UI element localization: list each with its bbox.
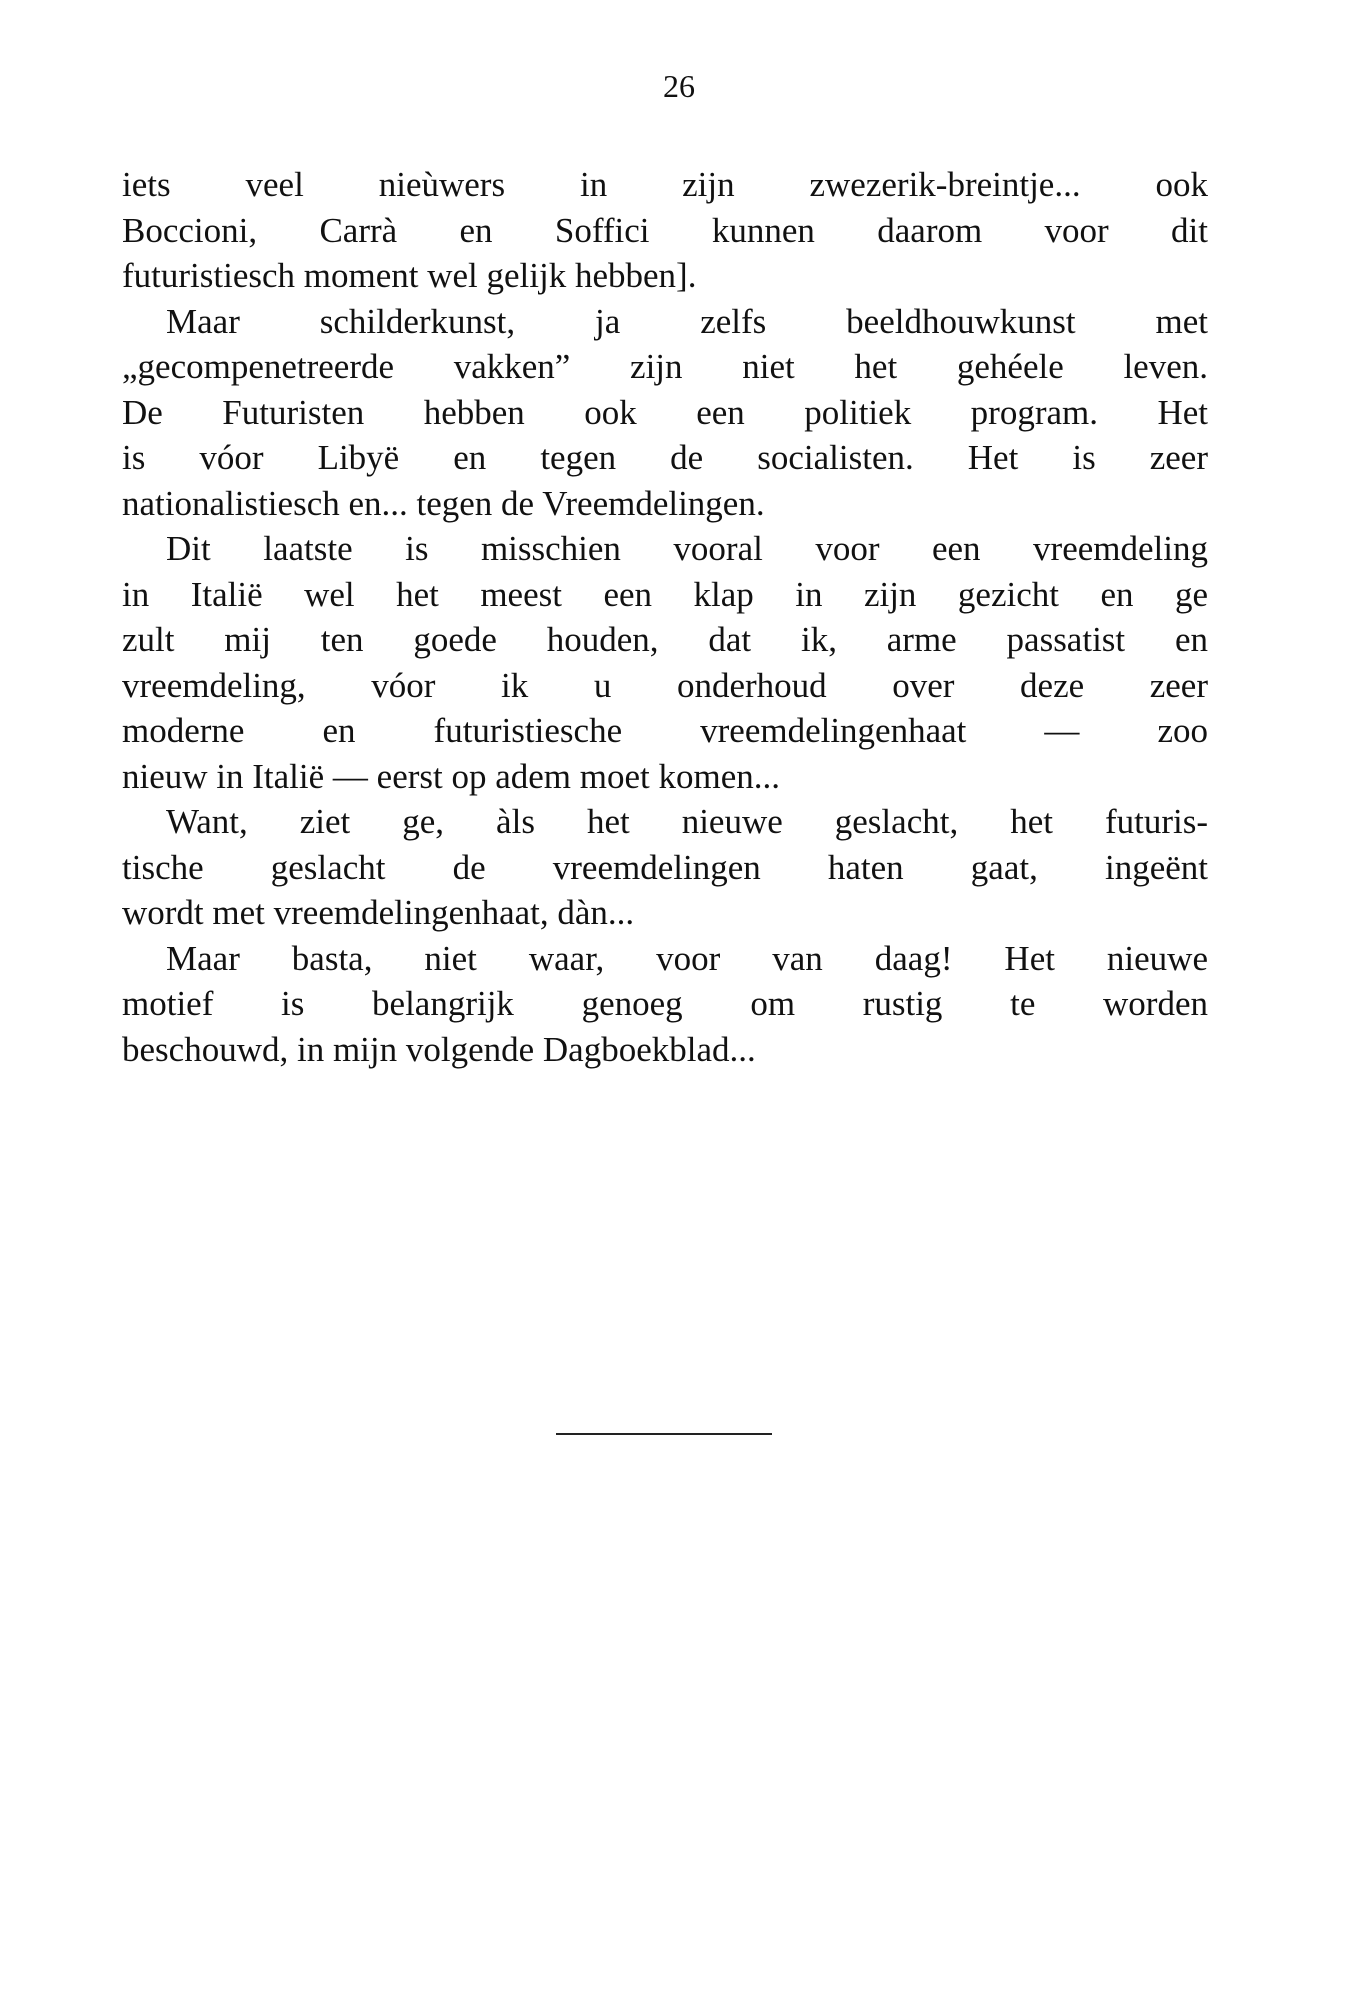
text-line: tische geslacht de vreemdelingen haten gaat, ingeënt: [122, 847, 1208, 887]
text-line: vreemdeling, vóor ik u onderhoud over deze zeer: [122, 665, 1208, 705]
text-line: iets veel nieùwers in zijn zwezerik-breintje... ook: [122, 165, 1208, 204]
page-number: 26: [663, 68, 695, 104]
text-line: in Italië wel het meest een klap in zijn gezicht en ge: [122, 574, 1208, 614]
text-line: Dit laatste is misschien vooral voor een vreemdeling: [166, 529, 1208, 568]
text-line: Boccioni, Carrà en Soffici kunnen daarom voor dit: [122, 210, 1208, 250]
text-line: moderne en futuristiesche vreemdelingenhaat — zoo: [122, 711, 1208, 750]
text-line: Want, ziet ge, àls het nieuwe geslacht, het futuris-: [166, 802, 1208, 841]
text-line: futuristiesch moment wel gelijk hebben].: [122, 256, 697, 295]
text-line: „gecompenetreerde vakken” zijn niet het gehéele leven.: [122, 347, 1208, 386]
body-text: [122, 162, 1208, 1072]
text-line: wordt met vreemdelingenhaat, dàn...: [122, 893, 635, 932]
section-divider: [556, 1433, 772, 1435]
text-line: Maar schilderkunst, ja zelfs beeldhouwkunst met: [166, 301, 1208, 341]
text-line: nieuw in Italië — eerst op adem moet komen...: [122, 756, 781, 796]
text-line: De Futuristen hebben ook een politiek program. Het: [122, 392, 1208, 432]
text-line: motief is belangrijk genoeg om rustig te worden: [122, 984, 1208, 1023]
text-line: beschouwd, in mijn volgende Dagboekblad...: [122, 1029, 756, 1069]
text-line: is vóor Libyë en tegen de socialisten. Het is zeer: [122, 438, 1208, 477]
text-line: zult mij ten goede houden, dat ik, arme passatist en: [122, 620, 1208, 659]
text-line: nationalistiesch en... tegen de Vreemdelingen.: [122, 483, 765, 523]
text-line: Maar basta, niet waar, voor van daag! Het nieuwe: [166, 938, 1208, 978]
